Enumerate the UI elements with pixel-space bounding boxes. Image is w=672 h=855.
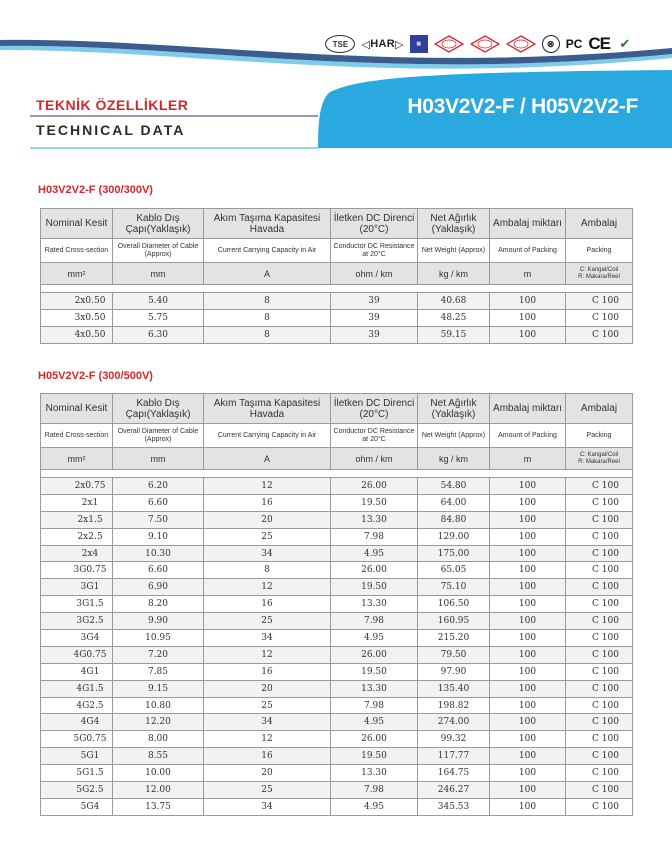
net-weight-cell: 106.50 bbox=[418, 596, 490, 613]
diameter-cell: 6.90 bbox=[113, 579, 204, 596]
table-row bbox=[41, 731, 633, 748]
header-row-english bbox=[41, 239, 633, 263]
diameter-cell: 5.40 bbox=[113, 293, 204, 310]
col-subheader: Net Weight (Approx) bbox=[418, 424, 490, 448]
packing-code-coil: C: Kangal/Coil bbox=[579, 266, 619, 273]
diameter-cell: 10.80 bbox=[113, 697, 204, 714]
table-row bbox=[41, 596, 633, 613]
col-header: Ambalaj bbox=[566, 209, 633, 239]
packing-cell: C 100 bbox=[566, 562, 633, 579]
resistance-cell: 13.30 bbox=[331, 765, 418, 782]
table-body-h05 bbox=[41, 478, 633, 816]
net-weight-cell: 129.00 bbox=[418, 528, 490, 545]
resistance-cell: 19.50 bbox=[331, 663, 418, 680]
cross-section-cell: 2x0.50 bbox=[41, 293, 113, 310]
current-capacity-cell: 16 bbox=[204, 748, 331, 765]
packing-cell: C 100 bbox=[566, 326, 633, 343]
net-weight-cell: 198.82 bbox=[418, 697, 490, 714]
packing-cell: C 100 bbox=[566, 748, 633, 765]
packing-cell: C 100 bbox=[566, 309, 633, 326]
current-capacity-cell: 12 bbox=[204, 478, 331, 495]
net-weight-cell: 99.32 bbox=[418, 731, 490, 748]
diameter-cell: 12.00 bbox=[113, 782, 204, 799]
resistance-cell: 7.98 bbox=[331, 528, 418, 545]
cross-section-cell: 4x0.50 bbox=[41, 326, 113, 343]
packing-cell: C 100 bbox=[566, 646, 633, 663]
table-row bbox=[41, 545, 633, 562]
cross-section-cell: 2x1.5 bbox=[41, 511, 113, 528]
resistance-cell: 39 bbox=[331, 293, 418, 310]
cross-section-cell: 5G1 bbox=[41, 748, 113, 765]
packing-amount-cell: 100 bbox=[490, 798, 566, 815]
packing-cell: C 100 bbox=[566, 798, 633, 815]
col-header: Net Ağırlık (Yaklaşık) bbox=[418, 209, 490, 239]
table-row bbox=[41, 613, 633, 630]
diameter-cell: 8.55 bbox=[113, 748, 204, 765]
packing-amount-cell: 100 bbox=[490, 309, 566, 326]
current-capacity-cell: 8 bbox=[204, 309, 331, 326]
current-capacity-cell: 34 bbox=[204, 630, 331, 647]
packing-cell: C 100 bbox=[566, 545, 633, 562]
cross-section-cell: 2x0.75 bbox=[41, 478, 113, 495]
col-subheader: Conductor DC Resistance at 20°C bbox=[331, 239, 418, 263]
current-capacity-cell: 25 bbox=[204, 613, 331, 630]
col-subheader: Net Weight (Approx) bbox=[418, 239, 490, 263]
rohs-logo: ✔ bbox=[619, 36, 631, 51]
current-capacity-cell: 34 bbox=[204, 545, 331, 562]
diameter-cell: 10.30 bbox=[113, 545, 204, 562]
packing-amount-cell: 100 bbox=[490, 748, 566, 765]
diameter-cell: 5.75 bbox=[113, 309, 204, 326]
table-row bbox=[41, 748, 633, 765]
packing-amount-cell: 100 bbox=[490, 613, 566, 630]
current-capacity-cell: 20 bbox=[204, 680, 331, 697]
diameter-cell: 6.20 bbox=[113, 478, 204, 495]
unit-cell: mm bbox=[113, 448, 204, 470]
net-weight-cell: 79.50 bbox=[418, 646, 490, 663]
col-header: Net Ağırlık (Yaklaşık) bbox=[418, 394, 490, 424]
spacer-row bbox=[41, 285, 633, 293]
packing-code-coil: C: Kangal/Coil bbox=[579, 451, 619, 458]
table-row bbox=[41, 579, 633, 596]
packing-amount-cell: 100 bbox=[490, 511, 566, 528]
diameter-cell: 10.00 bbox=[113, 765, 204, 782]
col-header: Ambalaj bbox=[566, 394, 633, 424]
resistance-cell: 7.98 bbox=[331, 697, 418, 714]
packing-cell: C 100 bbox=[566, 494, 633, 511]
current-capacity-cell: 12 bbox=[204, 731, 331, 748]
resistance-cell: 39 bbox=[331, 326, 418, 343]
unit-cell: mm bbox=[113, 263, 204, 285]
packing-cell: C 100 bbox=[566, 613, 633, 630]
packing-cell: C 100 bbox=[566, 680, 633, 697]
product-title: H03V2V2-F / H05V2V2-F bbox=[407, 95, 638, 118]
resistance-cell: 26.00 bbox=[331, 646, 418, 663]
unit-cell: mm² bbox=[41, 448, 113, 470]
table-row bbox=[41, 326, 633, 343]
net-weight-cell: 135.40 bbox=[418, 680, 490, 697]
cross-section-cell: 2x1 bbox=[41, 494, 113, 511]
col-subheader: Current Carrying Capacity in Air bbox=[204, 424, 331, 448]
net-weight-cell: 164.75 bbox=[418, 765, 490, 782]
packing-cell: C 100 bbox=[566, 697, 633, 714]
header-row-units bbox=[41, 448, 633, 470]
col-header: Akım Taşıma Kapasitesi Havada bbox=[204, 394, 331, 424]
current-capacity-cell: 20 bbox=[204, 511, 331, 528]
net-weight-cell: 84.80 bbox=[418, 511, 490, 528]
spec-table-h05 bbox=[40, 393, 633, 816]
packing-amount-cell: 100 bbox=[490, 765, 566, 782]
col-header: Nominal Kesit bbox=[41, 394, 113, 424]
packing-amount-cell: 100 bbox=[490, 478, 566, 495]
har-text: HAR bbox=[370, 38, 395, 50]
current-capacity-cell: 16 bbox=[204, 596, 331, 613]
table-row bbox=[41, 765, 633, 782]
cross-section-cell: 3x0.50 bbox=[41, 309, 113, 326]
cross-section-cell: 2x2.5 bbox=[41, 528, 113, 545]
table-row bbox=[41, 663, 633, 680]
diameter-cell: 6.60 bbox=[113, 562, 204, 579]
resistance-cell: 13.30 bbox=[331, 511, 418, 528]
packing-codes bbox=[566, 263, 633, 285]
resistance-cell: 4.95 bbox=[331, 630, 418, 647]
packing-amount-cell: 100 bbox=[490, 545, 566, 562]
packing-cell: C 100 bbox=[566, 293, 633, 310]
packing-amount-cell: 100 bbox=[490, 646, 566, 663]
unit-cell: m bbox=[490, 263, 566, 285]
diameter-cell: 12.20 bbox=[113, 714, 204, 731]
resistance-cell: 13.30 bbox=[331, 680, 418, 697]
packing-amount-cell: 100 bbox=[490, 579, 566, 596]
current-capacity-cell: 8 bbox=[204, 562, 331, 579]
diameter-cell: 10.95 bbox=[113, 630, 204, 647]
current-capacity-cell: 20 bbox=[204, 765, 331, 782]
table-row bbox=[41, 309, 633, 326]
net-weight-cell: 48.25 bbox=[418, 309, 490, 326]
table-row bbox=[41, 511, 633, 528]
col-subheader: Overall Diameter of Cable (Approx) bbox=[113, 239, 204, 263]
circle-cert-logo: ⊗ bbox=[542, 35, 560, 53]
spacer-row bbox=[41, 470, 633, 478]
cross-section-cell: 3G4 bbox=[41, 630, 113, 647]
resistance-cell: 7.98 bbox=[331, 613, 418, 630]
net-weight-cell: 40.68 bbox=[418, 293, 490, 310]
packing-cell: C 100 bbox=[566, 782, 633, 799]
resistance-cell: 26.00 bbox=[331, 478, 418, 495]
pc-logo: PC bbox=[565, 37, 583, 51]
resistance-cell: 13.30 bbox=[331, 596, 418, 613]
packing-amount-cell: 100 bbox=[490, 494, 566, 511]
resistance-cell: 19.50 bbox=[331, 579, 418, 596]
har-logo: ◁ HAR ▷ bbox=[361, 38, 404, 51]
cross-section-cell: 3G1.5 bbox=[41, 596, 113, 613]
net-weight-cell: 160.95 bbox=[418, 613, 490, 630]
current-capacity-cell: 12 bbox=[204, 646, 331, 663]
diameter-cell: 6.60 bbox=[113, 494, 204, 511]
col-subheader: Rated Cross-section bbox=[41, 239, 113, 263]
packing-amount-cell: 100 bbox=[490, 714, 566, 731]
resistance-cell: 19.50 bbox=[331, 748, 418, 765]
net-weight-cell: 117.77 bbox=[418, 748, 490, 765]
current-capacity-cell: 34 bbox=[204, 714, 331, 731]
resistance-cell: 39 bbox=[331, 309, 418, 326]
net-weight-cell: 59.15 bbox=[418, 326, 490, 343]
unit-cell: kg / km bbox=[418, 448, 490, 470]
title-english: TECHNICAL DATA bbox=[36, 122, 186, 138]
cross-section-cell: 3G2.5 bbox=[41, 613, 113, 630]
packing-amount-cell: 100 bbox=[490, 731, 566, 748]
table-row bbox=[41, 697, 633, 714]
col-header: Ambalaj miktarı bbox=[490, 209, 566, 239]
packing-amount-cell: 100 bbox=[490, 562, 566, 579]
table-row bbox=[41, 293, 633, 310]
diameter-cell: 7.85 bbox=[113, 663, 204, 680]
col-subheader: Packing bbox=[566, 424, 633, 448]
header-row-english bbox=[41, 424, 633, 448]
col-subheader: Packing bbox=[566, 239, 633, 263]
table-row bbox=[41, 782, 633, 799]
packing-cell: C 100 bbox=[566, 478, 633, 495]
cross-section-cell: 5G2.5 bbox=[41, 782, 113, 799]
unit-cell: mm² bbox=[41, 263, 113, 285]
net-weight-cell: 246.27 bbox=[418, 782, 490, 799]
diameter-cell: 7.50 bbox=[113, 511, 204, 528]
cross-section-cell: 5G1.5 bbox=[41, 765, 113, 782]
packing-cell: C 100 bbox=[566, 511, 633, 528]
packing-cell: C 100 bbox=[566, 630, 633, 647]
table-row bbox=[41, 680, 633, 697]
cross-section-cell: 4G1 bbox=[41, 663, 113, 680]
col-header: İletken DC Direnci (20°C) bbox=[331, 394, 418, 424]
col-subheader: Rated Cross-section bbox=[41, 424, 113, 448]
resistance-cell: 7.98 bbox=[331, 782, 418, 799]
unit-cell: kg / km bbox=[418, 263, 490, 285]
diameter-cell: 8.00 bbox=[113, 731, 204, 748]
diameter-cell: 9.15 bbox=[113, 680, 204, 697]
packing-cell: C 100 bbox=[566, 731, 633, 748]
col-subheader: Conductor DC Resistance at 20°C bbox=[331, 424, 418, 448]
col-header: İletken DC Direnci (20°C) bbox=[331, 209, 418, 239]
table-row bbox=[41, 478, 633, 495]
col-header: Ambalaj miktarı bbox=[490, 394, 566, 424]
header-row-units bbox=[41, 263, 633, 285]
packing-cell: C 100 bbox=[566, 579, 633, 596]
net-weight-cell: 274.00 bbox=[418, 714, 490, 731]
resistance-cell: 4.95 bbox=[331, 798, 418, 815]
packing-cell: C 100 bbox=[566, 765, 633, 782]
packing-codes bbox=[566, 448, 633, 470]
title-turkish: TEKNİK ÖZELLİKLER bbox=[36, 97, 189, 113]
packing-amount-cell: 100 bbox=[490, 630, 566, 647]
packing-amount-cell: 100 bbox=[490, 663, 566, 680]
packing-amount-cell: 100 bbox=[490, 293, 566, 310]
unit-cell: A bbox=[204, 263, 331, 285]
diamond-cert-logo bbox=[470, 35, 500, 53]
current-capacity-cell: 8 bbox=[204, 326, 331, 343]
diameter-cell: 9.10 bbox=[113, 528, 204, 545]
cross-section-cell: 4G2.5 bbox=[41, 697, 113, 714]
col-header: Akım Taşıma Kapasitesi Havada bbox=[204, 209, 331, 239]
col-header: Nominal Kesit bbox=[41, 209, 113, 239]
table-row bbox=[41, 646, 633, 663]
current-capacity-cell: 8 bbox=[204, 293, 331, 310]
unit-cell: ohm / km bbox=[331, 448, 418, 470]
section-title-h05: H05V2V2-F (300/500V) bbox=[38, 370, 153, 382]
packing-cell: C 100 bbox=[566, 596, 633, 613]
tse-logo: TSE bbox=[325, 35, 355, 53]
packing-amount-cell: 100 bbox=[490, 697, 566, 714]
table-row bbox=[41, 714, 633, 731]
net-weight-cell: 75.10 bbox=[418, 579, 490, 596]
diameter-cell: 8.20 bbox=[113, 596, 204, 613]
cross-section-cell: 3G1 bbox=[41, 579, 113, 596]
diameter-cell: 6.30 bbox=[113, 326, 204, 343]
net-weight-cell: 64.00 bbox=[418, 494, 490, 511]
ce-mark: CE bbox=[588, 34, 610, 53]
resistance-cell: 4.95 bbox=[331, 545, 418, 562]
diameter-cell: 13.75 bbox=[113, 798, 204, 815]
col-subheader: Overall Diameter of Cable (Approx) bbox=[113, 424, 204, 448]
cross-section-cell: 4G0.75 bbox=[41, 646, 113, 663]
diamond-cert-logo bbox=[506, 35, 536, 53]
header-row-turkish bbox=[41, 209, 633, 239]
packing-cell: C 100 bbox=[566, 528, 633, 545]
cross-section-cell: 2x4 bbox=[41, 545, 113, 562]
net-weight-cell: 175.00 bbox=[418, 545, 490, 562]
packing-amount-cell: 100 bbox=[490, 528, 566, 545]
table-row bbox=[41, 528, 633, 545]
spec-table-h03 bbox=[40, 208, 633, 344]
table-row bbox=[41, 562, 633, 579]
net-weight-cell: 65.05 bbox=[418, 562, 490, 579]
cross-section-cell: 5G4 bbox=[41, 798, 113, 815]
col-header: Kablo Dış Çapı(Yaklaşık) bbox=[113, 394, 204, 424]
resistance-cell: 26.00 bbox=[331, 731, 418, 748]
packing-amount-cell: 100 bbox=[490, 596, 566, 613]
cross-section-cell: 4G4 bbox=[41, 714, 113, 731]
resistance-cell: 19.50 bbox=[331, 494, 418, 511]
current-capacity-cell: 25 bbox=[204, 782, 331, 799]
current-capacity-cell: 16 bbox=[204, 494, 331, 511]
net-weight-cell: 215.20 bbox=[418, 630, 490, 647]
diamond-cert-logo bbox=[434, 35, 464, 53]
col-header: Kablo Dış Çapı(Yaklaşık) bbox=[113, 209, 204, 239]
packing-amount-cell: 100 bbox=[490, 326, 566, 343]
diameter-cell: 9.90 bbox=[113, 613, 204, 630]
unit-cell: ohm / km bbox=[331, 263, 418, 285]
packing-amount-cell: 100 bbox=[490, 782, 566, 799]
unit-cell: m bbox=[490, 448, 566, 470]
current-capacity-cell: 25 bbox=[204, 697, 331, 714]
unit-cell: A bbox=[204, 448, 331, 470]
resistance-cell: 26.00 bbox=[331, 562, 418, 579]
cross-section-cell: 4G1.5 bbox=[41, 680, 113, 697]
table-body-h03 bbox=[41, 293, 633, 344]
net-weight-cell: 54.80 bbox=[418, 478, 490, 495]
resistance-cell: 4.95 bbox=[331, 714, 418, 731]
header-row-turkish bbox=[41, 394, 633, 424]
table-row bbox=[41, 630, 633, 647]
packing-cell: C 100 bbox=[566, 714, 633, 731]
current-capacity-cell: 25 bbox=[204, 528, 331, 545]
current-capacity-cell: 12 bbox=[204, 579, 331, 596]
cross-section-cell: 3G0.75 bbox=[41, 562, 113, 579]
section-title-h03: H03V2V2-F (300/300V) bbox=[38, 184, 153, 196]
net-weight-cell: 97.90 bbox=[418, 663, 490, 680]
net-weight-cell: 345.53 bbox=[418, 798, 490, 815]
packing-amount-cell: 100 bbox=[490, 680, 566, 697]
col-subheader: Current Carrying Capacity in Air bbox=[204, 239, 331, 263]
current-capacity-cell: 16 bbox=[204, 663, 331, 680]
col-subheader: Amount of Packing bbox=[490, 424, 566, 448]
cross-section-cell: 5G0.75 bbox=[41, 731, 113, 748]
col-subheader: Amount of Packing bbox=[490, 239, 566, 263]
packing-cell: C 100 bbox=[566, 663, 633, 680]
certification-logos bbox=[325, 34, 634, 54]
table-row bbox=[41, 494, 633, 511]
packing-code-reel: R: Makara/Reel bbox=[578, 458, 620, 465]
packing-code-reel: R: Makara/Reel bbox=[578, 273, 620, 280]
diameter-cell: 7.20 bbox=[113, 646, 204, 663]
current-capacity-cell: 34 bbox=[204, 798, 331, 815]
blue-cert-logo: ▦ bbox=[410, 35, 428, 53]
table-row bbox=[41, 798, 633, 815]
